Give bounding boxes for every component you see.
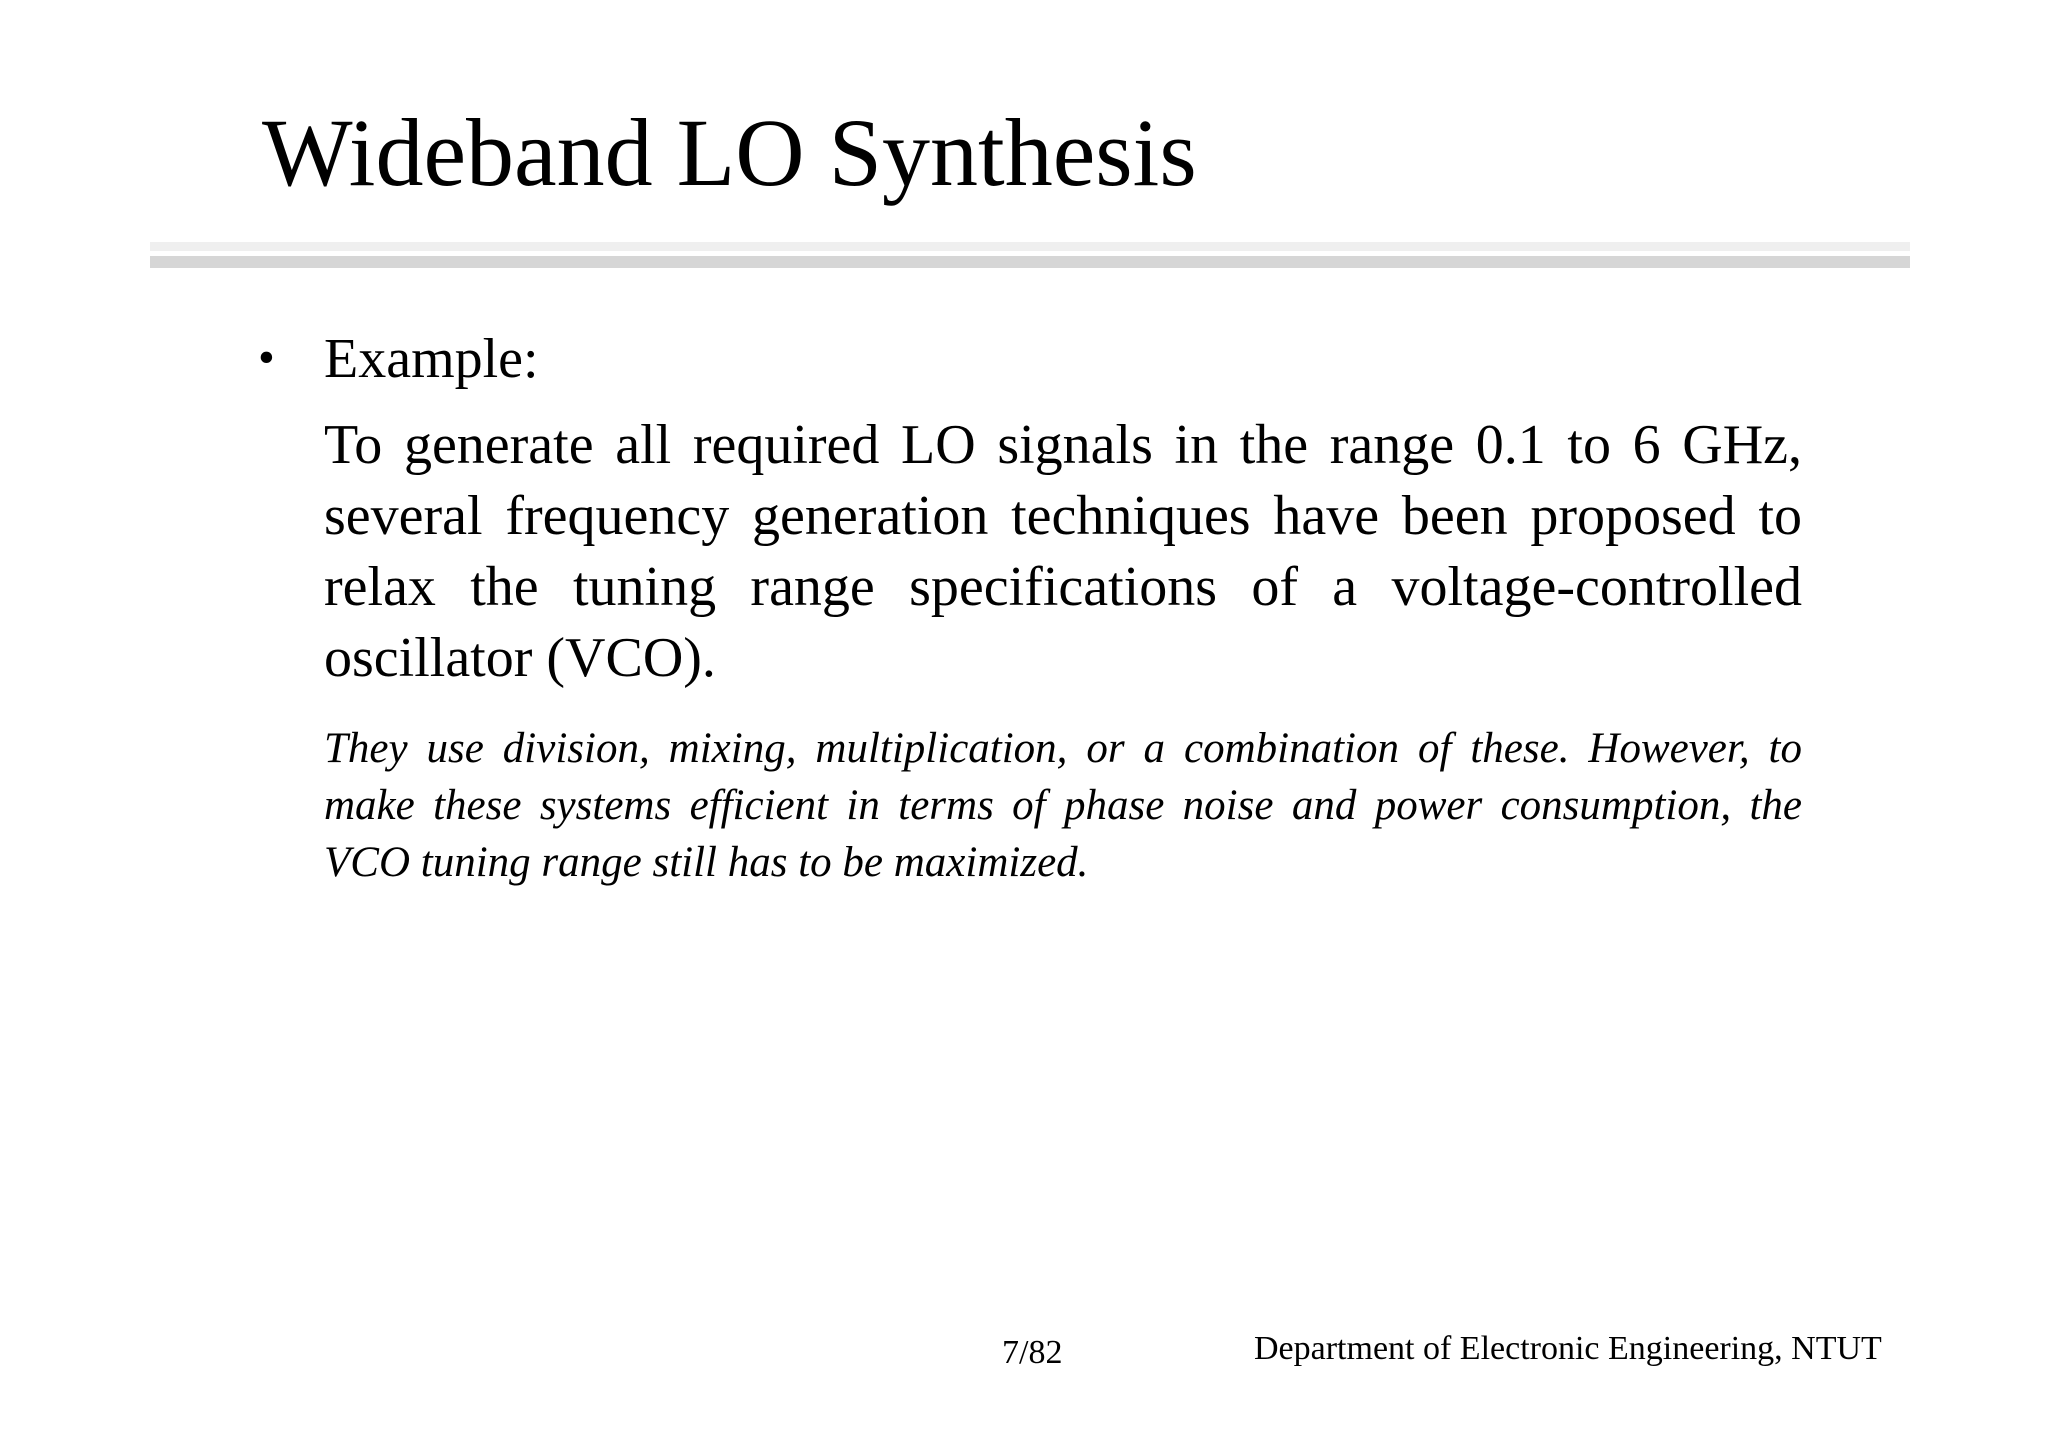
- title-divider-thin: [150, 242, 1910, 251]
- page-number: 7/82: [1002, 1334, 1063, 1371]
- title-divider-thick: [150, 256, 1910, 268]
- italic-note-paragraph: They use division, mixing, multiplication, or a combination of these. However, to make these systems efficient in terms of phase noise and power consumption, the VCO tuning range still has to be maximized.: [324, 725, 1802, 886]
- bullet-item-example: [258, 326, 539, 393]
- body-paragraph: To generate all required LO signals in the range 0.1 to 6 GHz, several frequency generation techniques have been proposed to relax the tuning range specifications of a voltage-controlled oscillator (VCO).: [324, 414, 1802, 689]
- bullet-label: Example:: [324, 328, 539, 390]
- slide-title: Wideband LO Synthesis: [262, 99, 1197, 206]
- footer-department: Department of Electronic Engineering, NTUT: [1254, 1330, 1882, 1367]
- bullet-icon: •: [258, 331, 275, 384]
